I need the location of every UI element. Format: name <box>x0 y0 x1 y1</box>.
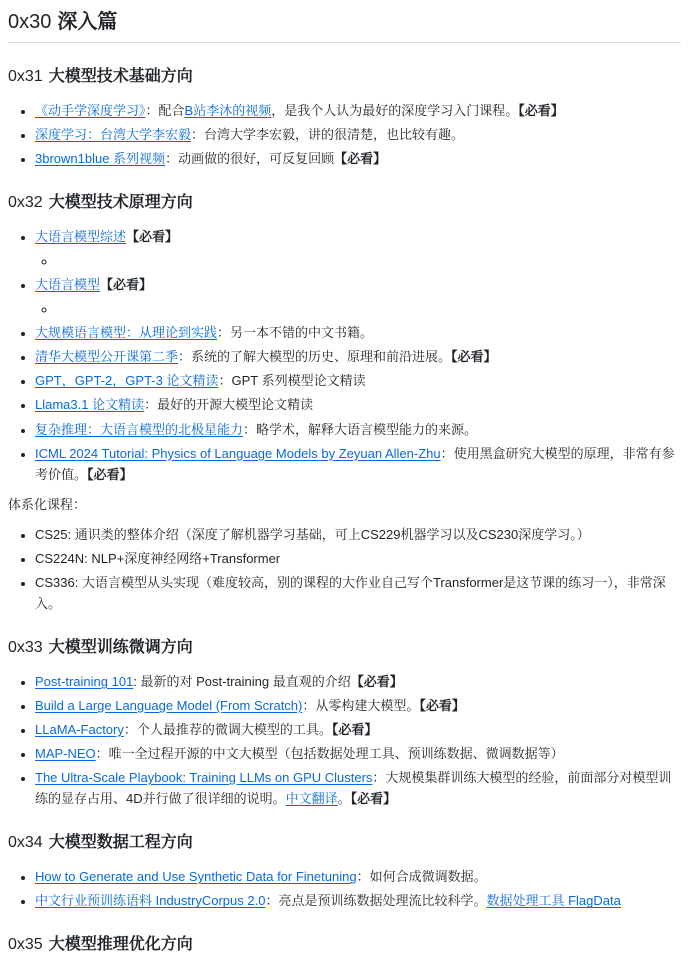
resource-list <box>8 866 681 911</box>
item-text: ：GPT 系列模型论文精读 <box>218 373 366 389</box>
list-item <box>56 250 681 271</box>
resource-link[interactable]: B站李沐的视频 <box>184 103 272 118</box>
resource-link[interactable]: 复杂推理：大语言模型的北极星能力 <box>35 421 244 437</box>
resource-link[interactable]: 中文翻译 <box>285 791 338 807</box>
section-number: 0x33 <box>8 638 43 656</box>
section-0x32 <box>8 193 681 614</box>
paragraph: 体系化课程： <box>8 496 87 512</box>
page-title-number: 0x30 <box>8 11 52 33</box>
sub-list <box>35 250 681 271</box>
resource-list <box>8 226 681 485</box>
list-item <box>35 866 681 887</box>
must-read-badge: 【必看】 <box>518 103 564 118</box>
resource-link[interactable]: 《动手学深度学习》 <box>35 103 146 118</box>
list-item <box>35 148 681 169</box>
must-read-badge: 【必看】 <box>126 229 179 245</box>
resource-link[interactable]: Post-training 101 <box>35 673 134 689</box>
section-heading <box>8 193 681 213</box>
list-item <box>35 419 681 440</box>
section-heading <box>8 935 681 955</box>
list-item <box>35 443 681 485</box>
list-item <box>35 226 681 271</box>
list-item <box>35 346 681 367</box>
resource-link[interactable]: 大语言模型 <box>35 277 101 293</box>
item-text: ：最好的开源大模型论文精读 <box>144 397 314 413</box>
resource-link[interactable]: 大规模语言模型：从理论到实践 <box>35 325 218 341</box>
resource-link[interactable]: ICML 2024 Tutorial: Physics of Language Models by Zeyuan Allen-Zhu <box>35 445 441 461</box>
section-heading <box>8 638 681 658</box>
resource-list <box>8 671 681 809</box>
must-read-badge: 【必看】 <box>334 151 387 167</box>
section-title: 大模型数据工程方向 <box>48 834 193 852</box>
item-text: CS336: 大语言模型从头实现（难度较高，别的课程的大作业自己写个Transformer是这节课的练习一），非常深入。 <box>35 574 666 611</box>
page-title-text: 深入篇 <box>57 11 118 33</box>
section-title: 大模型技术原理方向 <box>48 194 193 212</box>
item-text: ：另一本不错的中文书籍。 <box>217 325 374 341</box>
list-item <box>35 695 681 716</box>
item-text: CS224N: NLP+深度神经网络+Transformer <box>35 550 281 566</box>
item-text: ：唯一全过程开源的中文大模型（包括数据处理工具、预训练数据、微调数据等） <box>95 746 564 762</box>
resource-link[interactable]: LLaMA-Factory <box>35 721 124 737</box>
item-text: ：台湾大学李宏毅，讲的很清楚，也比较有趣。 <box>191 127 465 143</box>
resource-link[interactable]: 数据处理工具 FlagData <box>486 893 621 909</box>
item-text: ：大规模集群训练大模型的经验，前面部分对模型训练的显存占用、4D并行做了很详细的说明。 <box>35 770 672 807</box>
section-title: 大模型推理优化方向 <box>48 936 193 954</box>
item-text: ：从零构建大模型。 <box>302 697 420 713</box>
list-item <box>35 322 681 343</box>
resource-link[interactable]: GPT，GPT-2，GPT-3 论文精读 <box>35 373 219 389</box>
resource-link[interactable]: 大语言模型综述 <box>35 229 127 245</box>
sub-list <box>35 298 681 319</box>
item-text: ：亮点是预训练数据处理流比较科学。 <box>265 893 487 909</box>
resource-link[interactable]: Llama3.1 论文精读 <box>35 397 145 413</box>
section-heading <box>8 67 681 87</box>
section-number: 0x35 <box>8 936 43 954</box>
item-text: ：使用黑盒研究大模型的原理，非常有参考价值。 <box>35 445 675 482</box>
resource-link[interactable]: 深度学习：台湾大学李宏毅 <box>35 127 192 143</box>
item-text: ：如何合成微调数据。 <box>356 869 487 885</box>
resource-list <box>8 100 681 169</box>
section-0x31 <box>8 67 681 169</box>
section-0x33 <box>8 638 681 809</box>
resource-link[interactable]: The Ultra-Scale Playbook: Training LLMs on GPU Clusters <box>35 770 373 786</box>
resource-link[interactable]: 中文行业预训练语料 IndustryCorpus 2.0 <box>35 893 266 909</box>
list-item <box>35 890 681 911</box>
must-read-badge: 【必看】 <box>350 673 403 689</box>
item-text: ：个人最推荐的微调大模型的工具。 <box>123 721 332 737</box>
item-text: CS25: 通识类的整体介绍（深度了解机器学习基础，可上CS229机器学习以及CS230深度学习。） <box>35 526 590 542</box>
section-number: 0x32 <box>8 194 43 212</box>
section-title: 大模型技术基础方向 <box>48 68 193 85</box>
resource-link[interactable]: 清华大模型公开课第二季 <box>35 349 179 365</box>
section-0x34 <box>8 833 681 911</box>
list-item <box>35 767 681 809</box>
resource-link[interactable]: How to Generate and Use Synthetic Data for Finetuning <box>35 869 357 885</box>
item-text: ：动画做的很好，可反复回顾 <box>165 151 335 167</box>
section-0x35 <box>8 935 681 955</box>
list-item <box>35 274 681 319</box>
list-item <box>35 124 681 145</box>
must-read-badge: 【必看】 <box>451 349 497 365</box>
sections-container <box>8 67 681 955</box>
list-item <box>35 572 681 614</box>
list-item <box>35 743 681 764</box>
list-item <box>35 548 681 569</box>
section-number: 0x34 <box>8 834 43 852</box>
list-item <box>35 394 681 415</box>
resource-link[interactable]: MAP-NEO <box>35 746 96 762</box>
page-title <box>8 10 681 43</box>
must-read-badge: 【必看】 <box>331 721 378 737</box>
section-title: 大模型训练微调方向 <box>48 638 193 656</box>
section-heading <box>8 833 681 853</box>
list-item <box>35 524 681 545</box>
item-text: ，是我个人认为最好的深度学习入门课程。 <box>271 103 519 118</box>
item-text: ：系统的了解大模型的历史、原理和前沿进展。 <box>178 349 452 365</box>
item-text: ：略学术，解释大语言模型能力的来源。 <box>243 421 478 437</box>
section-number: 0x31 <box>8 68 43 85</box>
resource-link[interactable]: Build a Large Language Model (From Scratch) <box>35 697 303 713</box>
item-text: ：配合 <box>145 103 185 118</box>
item-text: 。 <box>337 791 351 807</box>
list-item <box>35 370 681 391</box>
must-read-badge: 【必看】 <box>350 791 397 807</box>
list-item <box>35 719 681 740</box>
item-text: : 最新的对 Post-training 最直观的介绍 <box>133 673 351 689</box>
list-item <box>35 100 681 121</box>
must-read-badge: 【必看】 <box>87 466 133 482</box>
must-read-badge: 【必看】 <box>100 277 153 293</box>
resource-link[interactable]: 3brown1blue 系列视频 <box>35 151 166 167</box>
resource-list <box>8 524 681 614</box>
list-item <box>35 671 681 692</box>
must-read-badge: 【必看】 <box>419 697 465 713</box>
list-item <box>56 298 681 319</box>
